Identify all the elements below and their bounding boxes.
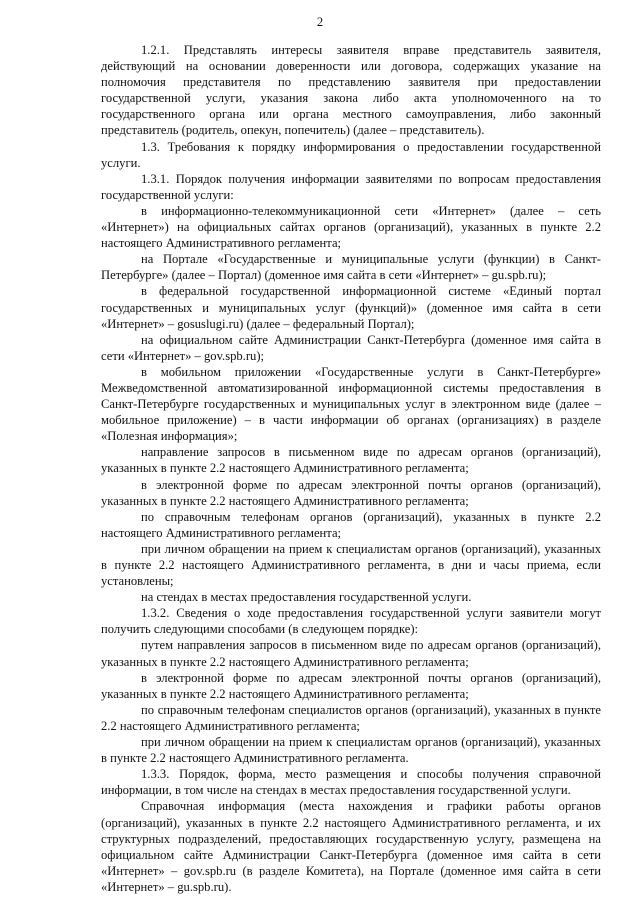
paragraph-reference-info: Справочная информация (места нахождения и графики работы органов (организаций), указанных в пункте 2.2 настоящего Административного регламента, и их структурных подразделений, предоставляющих государственную услугу, размещена на официальном сайте Администрации Санкт-Петербурга (доменное имя сайта в сети «Интернет» – gov.spb.ru (в разделе Комитета), на Портале (доменное имя сайта в сети «Интернет» – gu.spb.ru). <box>101 799 601 894</box>
list-item-written-request: направление запросов в письменном виде по адресам органов (организаций), указанных в пункте 2.2 настоящего Административного регламента; <box>101 445 601 476</box>
list-item-personal-visit: при личном обращении на прием к специалистам органов (организаций), указанных в пункте 2.2 настоящего Административного регламента, в дни и часы приема, если установлены; <box>101 541 601 589</box>
list-item-phone: по справочным телефонам органов (организаций), указанных в пункте 2.2 настоящего Административного регламента; <box>101 509 601 540</box>
paragraph-1-2-1: 1.2.1. Представлять интересы заявителя вправе представитель заявителя, действующий на основании доверенности или договора, содержащих указание на полномочия представителя по представлению заявителя при предоставлении государственной услуги, указания закона либо акта уполномоченного на то государственного органа или органа местного самоуправления, либо законный представитель (родитель, опекун, попечитель) (далее – представитель). <box>101 43 601 138</box>
list-item-stands: на стендах в местах предоставления государственной услуги. <box>141 590 472 605</box>
list-item-admin-site: на официальном сайте Администрации Санкт-Петербурга (доменное имя сайта в сети «Интернет» – gov.spb.ru); <box>101 332 601 363</box>
list-item-internet: в информационно-телекоммуникационной сети «Интернет» (далее – сеть «Интернет») на официальных сайтах органов (организаций), указанных в пункте 2.2 настоящего Административного регламента; <box>101 203 601 251</box>
document-body <box>101 42 601 895</box>
list-item-federal-portal: в федеральной государственной информационной системе «Единый портал государственных и муниципальных услуг (функций)» (доменное имя сайта в сети «Интернет» – gosuslugi.ru) (далее – федеральный Портал); <box>101 284 601 331</box>
paragraph-1-3-heading: 1.3. Требования к порядку информирования о предоставлении государственной услуги. <box>101 139 601 170</box>
list-item-email-2: в электронной форме по адресам электронной почты органов (организаций), указанных в пункте 2.2 настоящего Административного регламента; <box>101 670 601 701</box>
paragraph-1-3-1: 1.3.1. Порядок получения информации заявителями по вопросам предоставления государственной услуги: <box>101 171 601 202</box>
list-item-portal: на Портале «Государственные и муниципальные услуги (функции) в Санкт-Петербурге» (далее – Портал) (доменное имя сайта в сети «Интернет» – gu.spb.ru); <box>101 252 601 283</box>
list-item-phone-2: по справочным телефонам специалистов органов (организаций), указанных в пункте 2.2 настоящего Административного регламента; <box>101 702 601 733</box>
list-item-email: в электронной форме по адресам электронной почты органов (организаций), указанных в пункте 2.2 настоящего Административного регламента; <box>101 477 601 508</box>
page-number: 2 <box>316 15 324 29</box>
paragraph-1-3-2: 1.3.2. Сведения о ходе предоставления государственной услуги заявители могут получить следующими способами (в следующем порядке): <box>101 606 601 637</box>
paragraph-1-3-3: 1.3.3. Порядок, форма, место размещения и способы получения справочной информации, в том числе на стендах в местах предоставления государственной услуги. <box>101 767 601 798</box>
list-item-written-request-2: путем направления запросов в письменном виде по адресам органов (организаций), указанных в пункте 2.2 настоящего Административного регламента; <box>101 638 601 669</box>
list-item-personal-visit-2: при личном обращении на прием к специалистам органов (организаций), указанных в пункте 2.2 настоящего Административного регламента. <box>101 735 601 766</box>
list-item-mobile-app: в мобильном приложении «Государственные услуги в Санкт-Петербурге» Межведомственной автоматизированной информационной системы предоставления в Санкт-Петербурге государственных и муниципальных услуг в электронном виде (далее – мобильное приложение) – в части информации об органах (организациях) в разделе «Полезная информация»; <box>101 364 601 444</box>
